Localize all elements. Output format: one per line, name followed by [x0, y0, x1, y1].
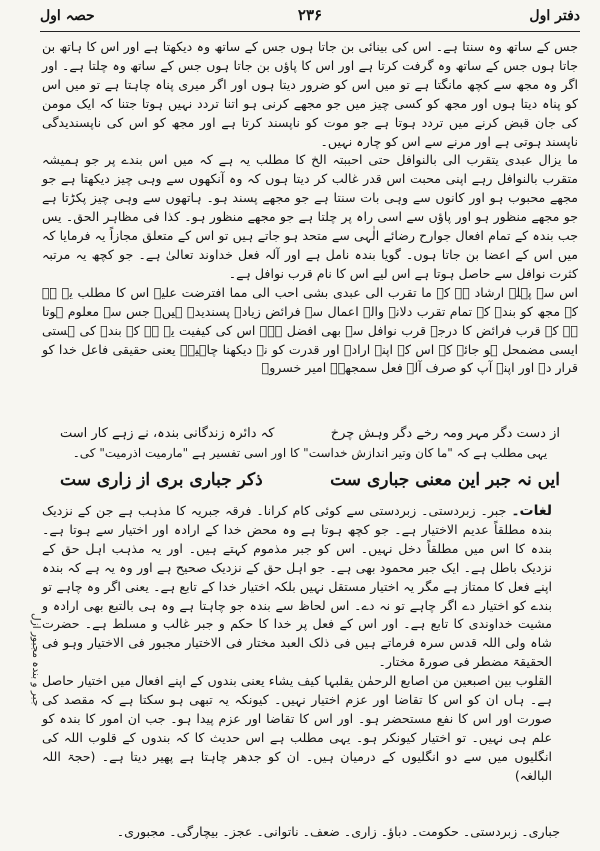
verse-note: یہی مطلب ہے کہ "ما کان وتیر اندازش خداست" کا اور اسی تفسیر ہے "مارمیت اذرمیت" کی۔: [72, 446, 548, 460]
verse-line: [60, 424, 560, 444]
glossary-line: جباری۔ زبردستی۔ حکومت۔ دباؤ۔ زاری۔ ضعف۔ ناتوانی۔ عجز۔ بیچارگی۔ مجبوری۔: [116, 824, 560, 839]
lughat-text: جبر۔ زبردستی۔ زبردستی سے کوئی کام کرانا۔ فرقہ جبریہ کا مذہب ہے جن کے نزدیک بندہ مطلقاً عدیم الاختیار ہے۔ جو کچھ ہوتا ہے وہ محض خدا کے ارادہ اور اختیار سے ہوتا ہے۔ بندہ کا اس میں مطلقاً دخل نہیں۔ اس کو جبر مذموم کہتے ہیں۔ اور یہ مذہب اہل حق کے نزدیک باطل ہے۔ ایک جبر محمود بھی ہے۔ جو اہل حق کے نزدیک صحیح ہے اور وہ یہ ہے کہ بندہ اپنے فعل کا ممتاز ہے مگر یہ اختیار مستقل نہیں بلکہ اختیار خدا کے تابع ہے۔ یعنی اگر وہ چاہے تو بندے کو اختیار دے اگر چاہے تو نہ دے۔ اس لحاظ سے بندہ جو چاہتا ہے وہ ہی بالتبع بھی ارادہ و مشیت خداوندی کا تابع ہے۔ اور اس کے فعل پر خدا کا حکم و جبر غالب و مسلط ہے۔ حضرت شاہ ولی اللہ قدس سرہ فرماتے ہیں فی ذلک العبد مختار فی الاختیار مجبور فی الاختیار وہو فی الحقیقۃ مضطر فی صورۃ مختار۔: [42, 503, 552, 670]
verse-line-bold: [60, 468, 560, 492]
paragraph: جس کے ساتھ وہ سنتا ہے۔ اس کی بینائی بن جاتا ہوں جس کے ساتھ وہ دیکھتا ہے اور اس کا ہاتھ بن جاتا ہوں جس کے ساتھ وہ گرفت کرتا ہے اور اس کا پاؤں بن جاتا ہوں جس کے ساتھ وہ چلتا ہے۔ اور اگر وہ مجھ سے کچھ مانگتا ہے تو میں اس کو ضرور دیتا ہوں اور اگر میری پناہ چاہتا ہے تو میں اس کو پناہ دیتا ہوں اور مجھ کو کسی چیز میں جو مجھے کرنی ہو اتنا تردد نہیں ہوتا جتنا کہ ایک مومن کی جان قبض کرنے میں تردد ہوتا ہے جو موت کو ناپسند کرتا ہے اور مجھ کو اس کی ناپسندیدگی ناپسند ہوتی ہے اور مرنے سے اس کو چارہ نہیں۔: [42, 39, 578, 149]
lughat-paragraph: القلوب بین اصبعین من اصابع الرحمٰن یقلبہا کیف یشاء یعنی بندوں کے اپنے افعال میں اختیار حاصل ہے۔ ہاں ان کو اس کا تقاضا اور عزم اختیار نہیں۔ کیونکہ یہ تبھی ہو سکتا ہے کہ مقصد کی صورت اور اس کا نفع مستحضر ہو۔ اور اس کا تقاضا اور عزم پیدا ہو۔ جب ان امور کا بندہ کو علم ہی نہیں۔ تو اختیار کیونکر ہو۔ یہی مطلب ہے اس حدیث کا کہ بندوں کے قلوب اللہ کی انگلیوں میں سے دو انگلیوں کے درمیان ہیں۔ ان کو جدھر چاہتا ہے پھیر دیتا ہے۔ (حجۃ اللہ البالغہ): [42, 673, 552, 783]
page-number: ۲۳۶: [297, 6, 323, 24]
margin-note: جبر و بندہ مجبور ازل: [30, 613, 42, 707]
verse-hemistich: از دست دگر مہر ومہ رخے دگر وہش چرخ: [330, 426, 560, 441]
lughat-paragraph: [42, 502, 552, 672]
verse-hemistich: ایں نہ جبر این معنی جباری ست: [330, 470, 560, 490]
main-text: [42, 38, 578, 378]
header-volume: دفتر اول: [529, 8, 580, 24]
verse-hemistich: ذکر جباری بری از زاری ست: [60, 470, 263, 490]
page-header: [40, 6, 580, 28]
verse-hemistich: کہ دائرہ زندگانی بندہ، نے زہے کار است: [60, 426, 275, 441]
paragraph: ما یزال عبدی یتقرب الی بالنوافل حتی احببتہ الخ کا مطلب یہ ہے کہ میں اس بندے پر جو ہمیشہ متقرب بالنوافل رہے اپنی محبت اس قدر غالب کر دیتا ہوں کہ وہ آنکھوں سے وہی چیز دیکھتا ہے جو مجھے محبوب ہو اور کانوں سے وہی بات سنتا ہے جو مجھے پسند ہو۔ ہاتھوں سے وہی چیز پکڑتا ہے جو مجھے منظور ہو اور پاؤں سے اسی راہ پر چلتا ہے جو مجھے منظور ہو۔ کذا فی مظاہر الحق۔ یس جب بندہ کے تمام افعال جوارح رضائے الٰہی سے متحد ہو جاتے ہیں تو اس کے متعلق مجازاً یہ فرمایا کہ میں اس کے اعضا بن جاتا ہوں۔ گویا بندہ نامل ہے اور آلہ فعل خداوند تعالیٰ ہے۔ جو کچھ یہ مرتبہ کثرت نوافل سے حاصل ہوتا ہے اس لیے اس کا نام قرب نوافل ہے۔: [42, 152, 578, 281]
verse-block: [60, 424, 560, 492]
lughat-heading: لغات۔: [511, 503, 552, 519]
glossary-section: [42, 502, 552, 786]
paragraph: اس سے پہلے ارشاد ہے کہ ما تقرب الی عبدی بشی احب الی مما افترضت علیہ اس کا مطلب یہ ہے کہ مجھ کو بندے کے تمام تقرب دلانے والے اعمال سے فرائض زیادہ پسندیدہ ہیں۔ جس سے معلوم ہوتا ہے کہ قرب فرائض کا درجہ قرب نوافل سے بھی افضل ہے۔ اس کی کیفیت یہ ہے کہ بندے کی ہستی ایسی مضمحل ہو جائے کہ اس کے اپنے ارادے اور قدرت کو نہ دیکھنا چاہیے۔ یعنی حقیقی فاعل خدا کو قرار دے اور اپنے آپ کو صرف آلہ فعل سمجھے۔ امیر خسروؒ: [42, 284, 578, 376]
header-part: حصہ اول: [40, 8, 95, 24]
header-rule: [40, 31, 580, 32]
